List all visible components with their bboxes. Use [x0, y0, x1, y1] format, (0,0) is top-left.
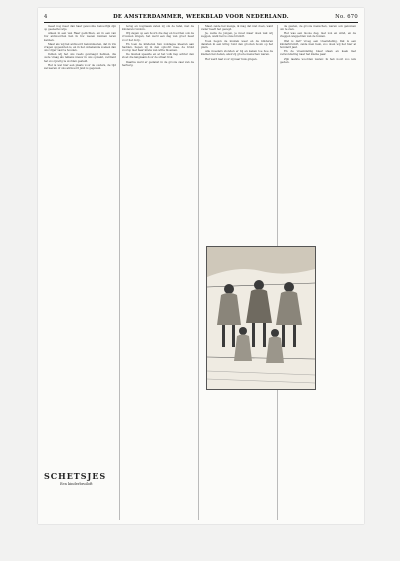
- dancing-children-illustration: [206, 246, 316, 390]
- text-column-2: [122, 25, 194, 520]
- paragraph: terug en nogmaals zaten zij om de tafel, met de kinderen rondom.: [122, 25, 194, 32]
- paragraph: En de vreemdeling bleef staan en keek met verwondering naar het kleine paar.: [280, 50, 356, 57]
- paragraph: Indien wij het ons reeds gevraagd hebben, die oude vraag als telkens nieuw in ons opwekt, verdient het zoo ijverig te worden gesteld.: [44, 53, 116, 63]
- paragraph: Alleen in een van Haar gedichten, en in een van Uw antwoorden heb ik Uw wezen kunnen leren kennen.: [44, 32, 116, 42]
- paragraph: De muziek speelde en al het volk liep achter den stoet die langzaam door de straat trok.: [122, 53, 194, 60]
- paragraph: En toen de kinderen hun zondagse kleeren aan hadden, liepen zij in den optocht mee, de bruid voorop met haar krans van witte bloemen.: [122, 42, 194, 53]
- paragraph: Alle moeders stonden er bij en keken toe hoe de kleinen het deden, alsof zij groote menschen waren.: [201, 50, 273, 57]
- paragraph: Het was een mooie dag, met zon en wind, en de vlaggen wapperden van de huizen.: [280, 32, 356, 39]
- sketch-heading: [44, 471, 114, 499]
- column-divider: [198, 25, 199, 520]
- sketch-title: SCHETSJES: [44, 471, 107, 481]
- paragraph: Ja, zeide de jongen, je moet maar doen wat wij zeggen, want het is onze bruiloft.: [201, 32, 273, 39]
- paragraph: Het is wel hier een plaats voor de ouders, de tijd zal leeren of ons antwoord juist is gegeven.: [44, 63, 116, 70]
- newspaper-page: [38, 8, 364, 524]
- paragraph: Het werd laat voor zij naar huis gingen.: [205, 57, 258, 61]
- column-divider: [119, 25, 120, 520]
- issue-number: No. 670: [335, 14, 358, 20]
- text-column-3: [201, 25, 273, 243]
- text-column-1: [44, 25, 116, 520]
- paragraph: Toen begon de muziek weer en de kinderen dansten in een kring rond den grooten boom op het plein.: [201, 39, 273, 49]
- masthead-title: DE AMSTERDAMMER, WEEKBLAD VOOR NEDERLAND.: [113, 14, 289, 20]
- paragraph: Wat is dat? vroeg een vreemdeling. Dat is een kinderbruiloft, zeide men hem, zoo doen wij het hier al honderd jaar.: [280, 39, 356, 49]
- page-header: [44, 12, 358, 22]
- paragraph: Wij zagen op een hoorn die dag en hoorden ook de vrouwen zingen, het werd een dag van groot feest voor het dorp.: [122, 32, 194, 42]
- paragraph: Maar, zeide het meisje, ik mag dat niet doen, want vader heeft het gezegd.: [201, 25, 273, 32]
- paragraph: Maar als wij het antwoord bekommeren, dat in Uw vragen opgesloten is, en in het onbekende zoeken dan ons vrijer vast te houden.: [44, 42, 116, 53]
- paragraph: Daarna werd er gedanst in de groote zaal van de herberg.: [122, 60, 194, 67]
- paragraph: Zijn laatste woorden waren: ik heb nooit zoo iets gezien.: [280, 57, 356, 64]
- header-rule: [44, 22, 358, 23]
- paragraph: de gasten, de groote menschen, waren ook gekomen om te zien.: [280, 25, 356, 32]
- sketch-subtitle: Een kinderbruiloft: [60, 482, 93, 486]
- page-number: 4: [44, 14, 48, 20]
- paragraph: meed nog meer dan haar gewoonte bekoorlijk zijn op geenerlei wijs.: [44, 25, 116, 32]
